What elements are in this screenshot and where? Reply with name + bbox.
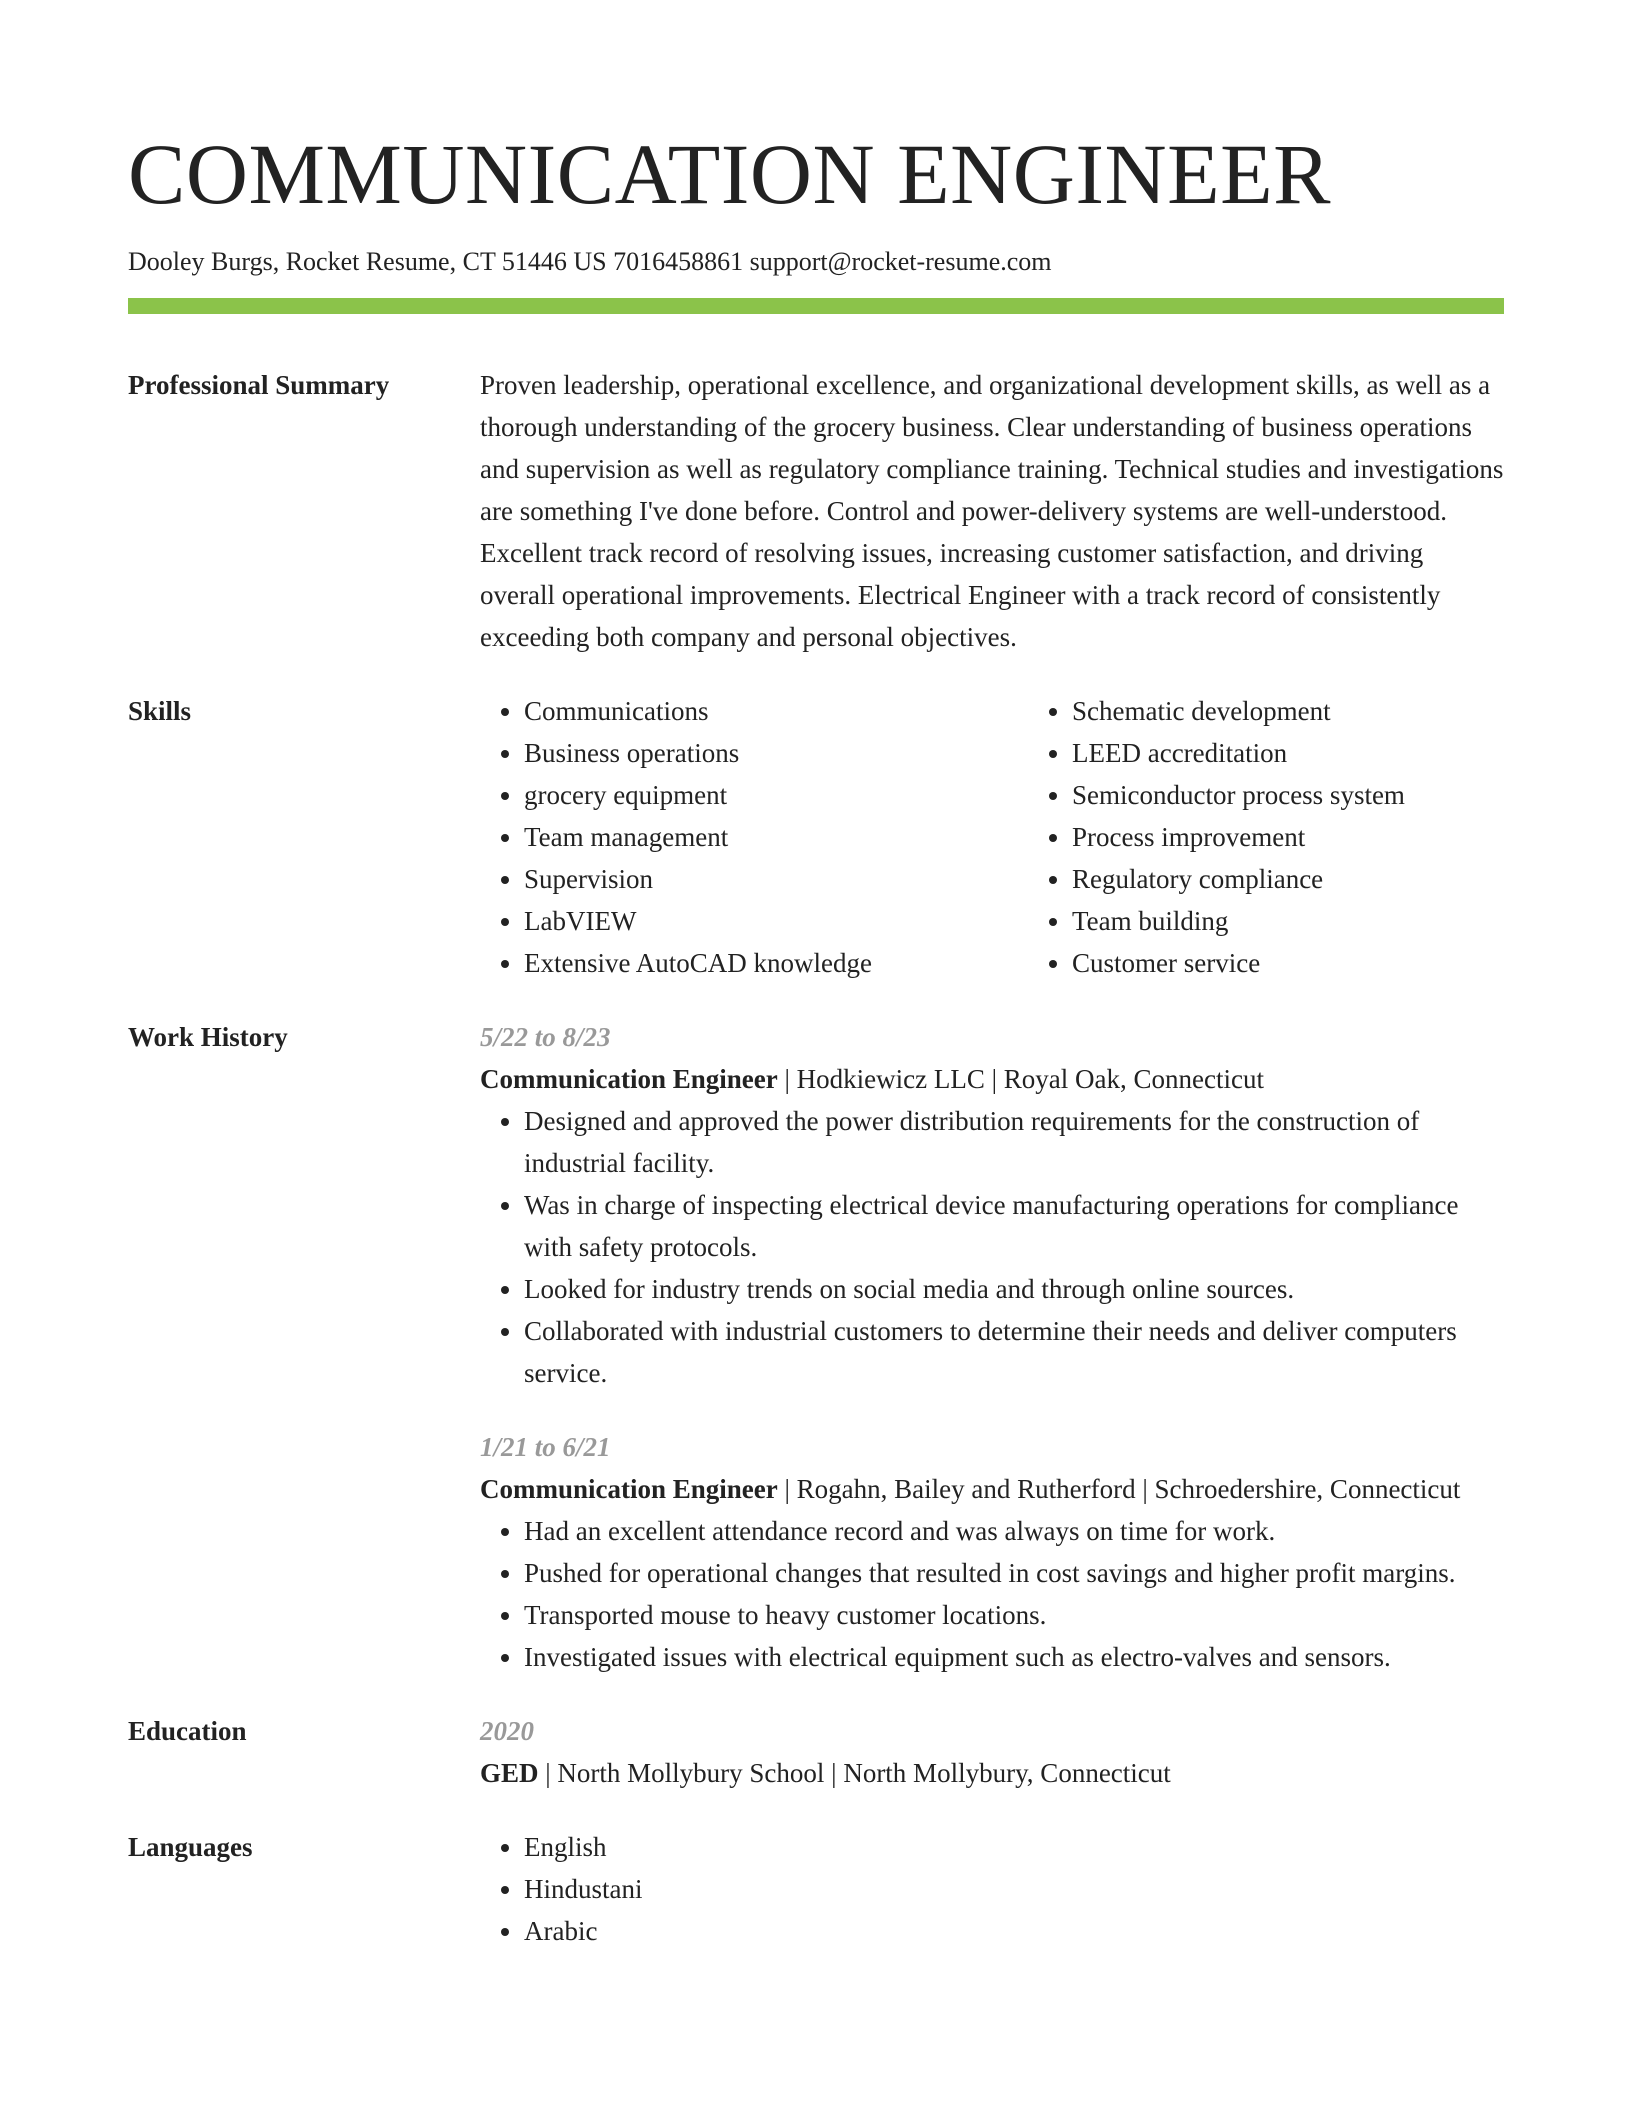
job-company-location: | Rogahn, Bailey and Rutherford | Schroedershire, Connecticut xyxy=(777,1474,1461,1505)
resume-title: COMMUNICATION ENGINEER xyxy=(128,126,1331,222)
skill-item: • LabVIEW xyxy=(524,900,1028,942)
skill-item: • Team management xyxy=(524,816,1028,858)
job-bullet: • Designed and approved the power distribution requirements for the construction of industrial facility. xyxy=(524,1100,1504,1184)
skill-item: • Semiconductor process system xyxy=(1072,774,1576,816)
job-entry xyxy=(480,1426,1504,1678)
job-entry xyxy=(480,1016,1504,1394)
skill-item: • Extensive AutoCAD knowledge xyxy=(524,942,1028,984)
work-history-section xyxy=(128,1016,1504,1678)
skill-item: • Process improvement xyxy=(1072,816,1576,858)
professional-summary-section xyxy=(128,364,1504,658)
education-school-location: | North Mollybury School | North Mollybury, Connecticut xyxy=(538,1758,1171,1789)
accent-divider xyxy=(128,298,1504,314)
skills-columns xyxy=(480,690,1576,984)
skill-item: • Supervision xyxy=(524,858,1028,900)
skill-item: • Team building xyxy=(1072,900,1576,942)
education-degree: GED xyxy=(480,1758,539,1789)
skills-list-left xyxy=(480,690,1028,984)
language-item: • English xyxy=(524,1826,1504,1868)
job-role: Communication Engineer xyxy=(480,1064,778,1095)
skill-item: • Communications xyxy=(524,690,1028,732)
skill-item: • grocery equipment xyxy=(524,774,1028,816)
job-bullet: • Investigated issues with electrical equipment such as electro-valves and sensors. xyxy=(524,1636,1504,1678)
summary-text: Proven leadership, operational excellence, and organizational development skills, as well as a thorough understanding of the grocery business. Clear understanding of business operations and supervision as well as regulatory compliance training. Technical studies and investigations are something I've done before. Control and power-delivery systems are well-understood. Excellent track record of resolving issues, increasing customer satisfaction, and driving overall operational improvements. Electrical Engineer with a track record of consistently exceeding both company and personal objectives. xyxy=(480,370,1504,653)
section-label-education: Education xyxy=(128,1716,247,1747)
languages-body xyxy=(480,1826,1504,1952)
skill-item: • Regulatory compliance xyxy=(1072,858,1576,900)
work-history-body xyxy=(480,1016,1504,1678)
skill-item: • Business operations xyxy=(524,732,1028,774)
job-date: 1/21 to 6/21 xyxy=(480,1432,611,1463)
job-bullet-list xyxy=(480,1100,1504,1394)
job-title-line xyxy=(480,1468,1504,1510)
education-date: 2020 xyxy=(480,1716,534,1747)
language-item: • Arabic xyxy=(524,1910,1504,1952)
education-line xyxy=(480,1752,1504,1794)
resume-page xyxy=(128,116,1504,1952)
education-body xyxy=(480,1710,1504,1794)
languages-list xyxy=(480,1826,1504,1952)
job-bullet-list xyxy=(480,1510,1504,1678)
skill-item: • Schematic development xyxy=(1072,690,1576,732)
section-label-skills: Skills xyxy=(128,696,192,727)
job-bullet: • Collaborated with industrial customers to determine their needs and deliver computers service. xyxy=(524,1310,1504,1394)
section-label-summary: Professional Summary xyxy=(128,370,390,401)
job-role: Communication Engineer xyxy=(480,1474,778,1505)
section-label-work: Work History xyxy=(128,1022,288,1053)
job-title-line xyxy=(480,1058,1504,1100)
contact-info: Dooley Burgs, Rocket Resume, CT 51446 US 7016458861 support@rocket-resume.com xyxy=(128,247,1052,276)
job-date: 5/22 to 8/23 xyxy=(480,1022,611,1053)
job-bullet: • Looked for industry trends on social media and through online sources. xyxy=(524,1268,1504,1310)
language-item: • Hindustani xyxy=(524,1868,1504,1910)
section-label-languages: Languages xyxy=(128,1832,253,1863)
job-bullet: • Had an excellent attendance record and was always on time for work. xyxy=(524,1510,1504,1552)
job-company-location: | Hodkiewicz LLC | Royal Oak, Connecticut xyxy=(777,1064,1264,1095)
skills-list-right xyxy=(1028,690,1576,984)
languages-section xyxy=(128,1826,1504,1952)
skills-section xyxy=(128,690,1504,984)
skill-item: • LEED accreditation xyxy=(1072,732,1576,774)
job-bullet: • Pushed for operational changes that resulted in cost savings and higher profit margins. xyxy=(524,1552,1504,1594)
job-bullet: • Was in charge of inspecting electrical device manufacturing operations for compliance with safety protocols. xyxy=(524,1184,1504,1268)
skill-item: • Customer service xyxy=(1072,942,1576,984)
job-bullet: • Transported mouse to heavy customer locations. xyxy=(524,1594,1504,1636)
education-section xyxy=(128,1710,1504,1794)
